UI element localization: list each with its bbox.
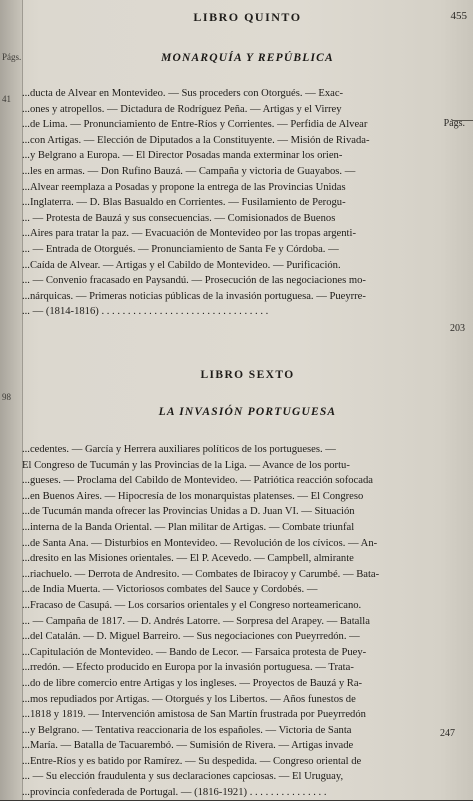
libro-sexto-summary — [22, 442, 442, 801]
summary-line: ...de Tucumán manda ofrecer las Provincias Unidas a D. Juan VI. — Situación — [22, 506, 355, 518]
summary-line: ...Inglaterra. — D. Blas Basualdo en Corrientes. — Fusilamiento de Perogu- — [22, 197, 346, 209]
page-ref-quinto: 203 — [450, 323, 465, 334]
summary-line: ...1818 y 1819. — Intervención amistosa de San Martín frustrada por Pueyrredón — [22, 709, 366, 721]
summary-line: ...rredón. — Efecto producido en Europa por la invasión portuguesa. — Trata- — [22, 662, 354, 674]
summary-line: ...de Lima. — Pronunciamiento de Entre-Ríos y Corrientes. — Perfidia de Alvear — [22, 119, 368, 131]
summary-line: ...en Buenos Aires. — Hipocresía de los monarquistas platenses. — El Congreso — [22, 490, 364, 502]
summary-line: ...Aires para tratar la paz. — Evacuación de Montevideo por las tropas argenti- — [22, 228, 356, 240]
summary-line: ...dresito en las Misiones orientales. — El P. Acevedo. — Campbell, almirante — [22, 553, 354, 565]
summary-line: ...ducta de Alvear en Montevideo. — Sus proceders con Otorgués. — Exac- — [22, 88, 344, 99]
summary-line: ...do de libre comercio entre Artigas y los ingleses. — Proyectos de Bauzá y Ra- — [22, 677, 363, 689]
summary-line: ...Fracaso de Casupá. — Los corsarios orientales y el Congreso norteamericano. — [22, 599, 362, 611]
summary-line: ...de Santa Ana. — Disturbios en Montevideo. — Revolución de los cívicos. — An- — [22, 537, 378, 549]
summary-line: ...mos repudiados por Artigas. — Otorgués y los Libertos. — Años funestos de — [22, 693, 356, 705]
left-pags-label: Págs. — [2, 52, 22, 62]
running-head: LIBRO QUINTO — [193, 10, 302, 24]
summary-line: ...gueses. — Proclama del Cabildo de Montevideo. — Patriótica reacción sofocada — [22, 475, 373, 487]
summary-line: ... — (1814-1816) . . . . . . . . . . . . . . . . . . . . . . . . . . . . . . . . — [22, 306, 269, 318]
left-margin-mark: 98 — [2, 392, 11, 402]
libro-quinto-summary — [22, 86, 442, 320]
summary-line: ...Entre-Ríos y es batido por Ramírez. — Su despedida. — Congreso oriental de — [22, 755, 362, 767]
summary-line: ...interna de la Banda Oriental. — Plan militar de Artigas. — Combate triunfal — [22, 521, 355, 533]
pags-column-label: Págs. — [443, 118, 465, 129]
summary-line: ... — Convenio fracasado en Paysandú. — Prosecución de las negociaciones mo- — [22, 275, 366, 287]
summary-line: ... — Su elección fraudulenta y sus declaraciones capciosas. — El Uruguay, — [22, 771, 344, 783]
summary-line: ... — Protesta de Bauzá y sus consecuencias. — Comisionados de Buenos — [22, 212, 336, 224]
summary-line: ...de India Muerta. — Victoriosos combates del Sauce y Cordobés. — — [22, 584, 318, 596]
section-title-monarquia: MONARQUÍA Y REPÚBLICA — [161, 52, 334, 64]
page-ref-sexto: 247 — [440, 728, 455, 739]
summary-line: ... — Campaña de 1817. — D. Andrés Latorre. — Sorpresa del Arapey. — Batalla — [22, 615, 370, 627]
folio-number: 455 — [450, 10, 467, 22]
summary-line: ...nárquicas. — Primeras noticias públicas de la invasión portuguesa. — Pueyrre- — [22, 290, 366, 302]
summary-line: ...Alvear reemplaza a Posadas y propone la entrega de las Provincias Unidas — [22, 181, 346, 193]
summary-line: ...provincia confederada de Portugal. — (1816-1921) . . . . . . . . . . . . . . . — [22, 787, 327, 799]
summary-line: ...les en armas. — Don Rufino Bauzá. — Campaña y victoria de Guayabos. — — [22, 165, 356, 177]
left-margin-mark: 41 — [2, 94, 11, 104]
summary-line: ...del Catalán. — D. Miguel Barreiro. — Sus negociaciones con Pueyrredón. — — [22, 631, 360, 643]
summary-line: ...riachuelo. — Derrota de Andresito. — Combates de Ibiracoy y Carumbé. — Bata- — [22, 568, 380, 580]
summary-line: ... — Entrada de Otorgués. — Pronunciamiento de Santa Fe y Córdoba. — — [22, 243, 339, 255]
summary-line: ...y Belgrano a Europa. — El Director Posadas manda exterminar los orien- — [22, 150, 343, 162]
libro-sexto-heading: LIBRO SEXTO — [200, 369, 295, 381]
summary-line: ...ones y atropellos. — Dictadura de Rodríguez Peña. — Artigas y el Virrey — [22, 103, 342, 115]
summary-line: ...Capitulación de Montevideo. — Bando de Lecor. — Farsaica protesta de Puey- — [22, 646, 367, 658]
summary-line: ...Caída de Alvear. — Artigas y el Cabildo de Montevideo. — Purificación. — [22, 259, 341, 271]
facing-page-edge — [0, 0, 23, 800]
summary-line: ...cedentes. — García y Herrera auxiliares políticos de los portugueses. — — [22, 444, 336, 455]
index-page — [22, 0, 473, 800]
summary-line: ...María. — Batalla de Tacuarembó. — Sumisión de Rivera. — Artigas invade — [22, 740, 354, 752]
summary-line: ...con Artigas. — Elección de Diputados a la Constituyente. — Misión de Rivada- — [22, 134, 370, 146]
summary-line: ...y Belgrano. — Tentativa reaccionaria de los españoles. — Victoria de Santa — [22, 724, 352, 736]
summary-line: El Congreso de Tucumán y las Provincias de la Liga. — Avance de los portu- — [22, 459, 350, 471]
pags-rule — [452, 120, 473, 121]
section-title-invasion: LA INVASIÓN PORTUGUESA — [158, 406, 337, 418]
